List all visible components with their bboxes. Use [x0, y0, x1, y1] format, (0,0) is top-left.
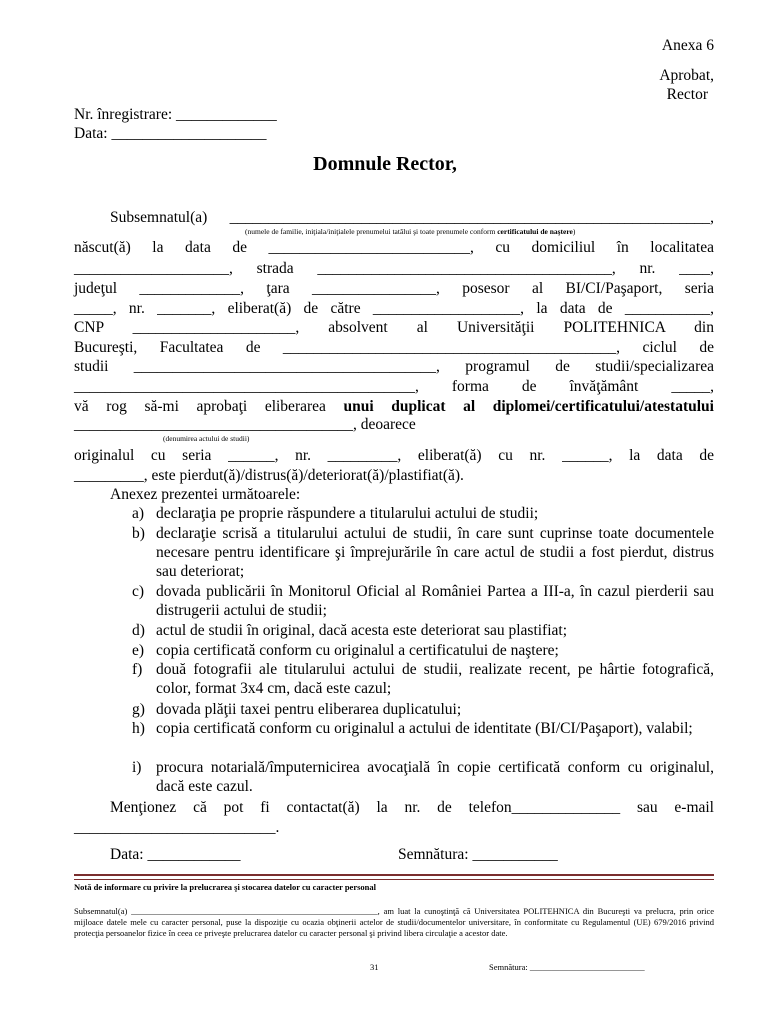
registration-date-field[interactable]: Data: ____________________ — [74, 125, 267, 142]
list-item: h) copia certificată conform cu originalul a actului de identitate (BI/CI/Paşaport), valabil; — [132, 720, 693, 737]
study-cycle-line[interactable]: studii _______________________________________, programul de studii/specializarea — [74, 358, 714, 375]
list-item: i) procura notarială/împuternicirea avocaţială în copie certificată conform cu originalul, dacă este cazul. — [132, 759, 714, 795]
list-item: g) dovada plăţii taxei pentru eliberarea duplicatului; — [132, 701, 462, 718]
divider — [74, 874, 714, 876]
footer-signature-field[interactable]: Semnătura: ___________________________ — [489, 962, 645, 972]
birth-date-line[interactable]: născut(ă) la data de __________________________, cu domiciliul în localitatea — [74, 239, 714, 256]
list-item: a) declaraţia pe proprie răspundere a titularului actului de studii; — [132, 505, 539, 522]
original-series-line[interactable]: originalul cu seria ______, nr. _________, eliberat(ă) cu nr. ______, la data de — [74, 447, 714, 464]
approved-label: Aprobat, — [659, 67, 714, 84]
email-line[interactable]: __________________________. — [74, 819, 280, 836]
request-line: vă rog să-mi aprobaţi eliberarea unui duplicat al diplomei/certificatului/atestatului — [74, 398, 714, 415]
cnp-line[interactable]: CNP _____________________, absolvent al Universităţii POLITEHNICA din — [74, 319, 714, 336]
id-series-line[interactable]: _____, nr. _______, eliberat(ă) de către ___________________, la data de ___________, — [74, 300, 714, 317]
county-line[interactable]: judeţul _____________, ţara ________________, posesor al BI/CI/Paşaport, seria — [74, 280, 714, 297]
study-act-name-line[interactable]: ____________________________________, deoarece — [74, 416, 416, 433]
street-line[interactable]: ____________________, strada ______________________________________, nr. ____, — [74, 260, 714, 277]
name-field-note: (numele de familie, iniţiala/iniţialele prenumelui tatălui şi toate prenumele conform certificatului de naştere) — [245, 227, 576, 236]
note-title: Notă de informare cu privire la prelucrarea şi stocarea datelor cu caracter personal — [74, 882, 376, 892]
annex-label: Anexa 6 — [661, 37, 714, 54]
annex-intro: Anexez prezentei următoarele: — [110, 486, 301, 503]
study-act-name-note: (denumirea actului de studii) — [163, 434, 250, 443]
list-item: e) copia certificată conform cu originalul a certificatului de naştere; — [132, 642, 559, 659]
page-title: Domnule Rector, — [313, 153, 457, 175]
specialization-line[interactable]: ____________________________________________, forma de învăţământ _____, — [74, 378, 714, 395]
loss-status-line[interactable]: _________, este pierdut(ă)/distrus(ă)/deteriorat(ă)/plastifiat(ă). — [74, 467, 464, 484]
list-item: f) două fotografii ale titularului actului de studii, realizate recent, pe hârtie fotografică, color, format 3x4 cm, dacă este cazul; — [132, 661, 714, 697]
faculty-line[interactable]: Bucureşti, Facultatea de ___________________________________________, ciclul de — [74, 339, 714, 356]
rector-label: Rector — [666, 86, 708, 103]
registration-number-field[interactable]: Nr. înregistrare: _____________ — [74, 106, 277, 123]
signature-field[interactable]: Semnătura: ___________ — [398, 846, 558, 863]
page-number: 31 — [370, 962, 379, 972]
list-item: d) actul de studii în original, dacă acesta este deteriorat sau plastifiat; — [132, 622, 568, 639]
name-field-line[interactable]: Subsemnatul(a) ______________________________________________________________, — [110, 209, 714, 226]
signature-date-field[interactable]: Data: ____________ — [110, 846, 241, 863]
list-item: b) declaraţie scrisă a titularului actului de studii, în care sunt cuprinse toate documentele necesare pentru identificare şi împrejurările în care actul de studii a fost pierdut, distrus sau deteriorat; — [132, 525, 714, 580]
divider — [74, 879, 714, 880]
contact-line[interactable]: Menţionez că pot fi contactat(ă) la nr. de telefon______________ sau e-mail — [110, 799, 714, 816]
list-item: c) dovada publicării în Monitorul Oficial al României Partea a III-a, în cazul pierderii sau distrugerii actului de studii; — [132, 583, 714, 619]
note-text: Subsemnatul(a) __________________________________________________________, am luat la cunoştinţă că Universitatea POLITEHNICA din Bucureşti va prelucra, prin orice mijloace datele mele cu caracter personal, puse la dispoziţie cu ocazia obţinerii actelor de studii/documentelor universitare, în conformitate cu Regulamentul (UE) 679/2016 privind protecţia persoanelor fizice în ceea ce priveşte prelucrarea datelor cu caracter personal şi privind libera circulaţie a acestor date. — [74, 906, 714, 938]
